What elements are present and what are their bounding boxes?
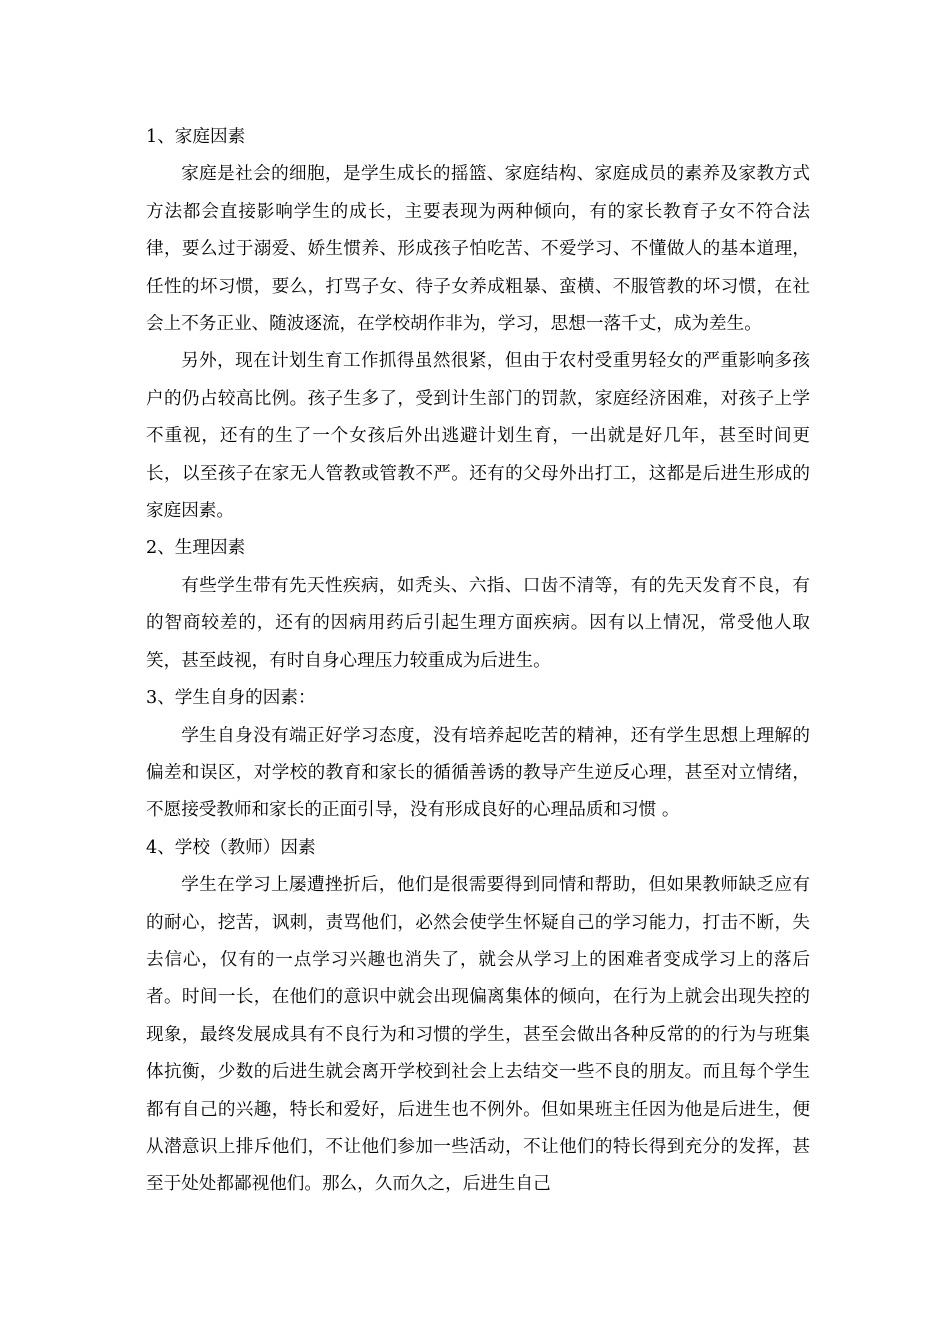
document-body: [146, 119, 810, 1204]
section-heading: 1、家庭因素: [146, 127, 246, 147]
section-heading: 3、学生自身的因素：: [146, 688, 316, 709]
section-school-factors: [146, 830, 810, 1204]
section-physiological-factors: [146, 530, 810, 680]
paragraph: 另外，现在计划生育工作抓得虽然很紧，但由于农村受重男轻女的严重影响多孩户的仍占较高比例。孩子生多了，受到计生部门的罚款，家庭经济困难，对孩子上学不重视，还有的生了一个女孩后外出逃避计划生育，一出就是好几年，甚至时间更长，以至孩子在家无人管教或管教不严。还有的父母外出打工，这都是后进生形成的家庭因素。: [146, 351, 810, 522]
section-heading: 2、生理因素: [146, 538, 246, 559]
section-heading: 4、学校（教师）因素: [146, 837, 316, 858]
paragraph: 学生自身没有端正好学习态度，没有培养起吃苦的精神，还有学生思想上理解的偏差和误区，对学校的教育和家长的循循善诱的教导产生逆反心理，甚至对立情绪，不愿接受教师和家长的正面引导，没有形成良好的心理品质和习惯 。: [146, 725, 810, 821]
paragraph: 家庭是社会的细胞，是学生成长的摇篮、家庭结构、家庭成员的素养及家教方式方法都会直接影响学生的成长，主要表现为两种倾向，有的家长教育子女不符合法律，要么过于溺爱、娇生惯养、形成孩子怕吃苦、不爱学习、不懂做人的基本道理，任性的坏习惯，要么，打骂子女、待子女养成粗暴、蛮横、不服管教的坏习惯，在社会上不务正业、随波逐流，在学校胡作非为，学习，思想一落千丈，成为差生。: [146, 164, 810, 335]
section-student-factors: [146, 680, 810, 830]
section-family-factors: [146, 119, 810, 530]
paragraph: 学生在学习上屡遭挫折后，他们是很需要得到同情和帮助，但如果教师缺乏应有的耐心，挖苦，讽刺，责骂他们，必然会使学生怀疑自己的学习能力，打击不断，失去信心，仅有的一点学习兴趣也消失了，就会从学习上的困难者变成学习上的落后者。时间一长，在他们的意识中就会出现偏离集体的倾向，在行为上就会出现失控的现象，最终发展成具有不良行为和习惯的学生，甚至会做出各种反常的的行为与班集体抗衡，少数的后进生就会离开学校到社会上去结交一些不良的朋友。而且每个学生都有自己的兴趣，特长和爱好，后进生也不例外。但如果班主任因为他是后进生，便从潜意识上排斥他们，不让他们参加一些活动，不让他们的特长得到充分的发挥，甚至于处处都鄙视他们。那么，久而久之，后进生自己: [146, 875, 810, 1195]
paragraph: 有些学生带有先天性疾病，如秃头、六指、口齿不清等，有的先天发育不良，有的智商较差的，还有的因病用药后引起生理方面疾病。因有以上情况，常受他人取笑，甚至歧视，有时自身心理压力较重成为后进生。: [146, 575, 810, 671]
